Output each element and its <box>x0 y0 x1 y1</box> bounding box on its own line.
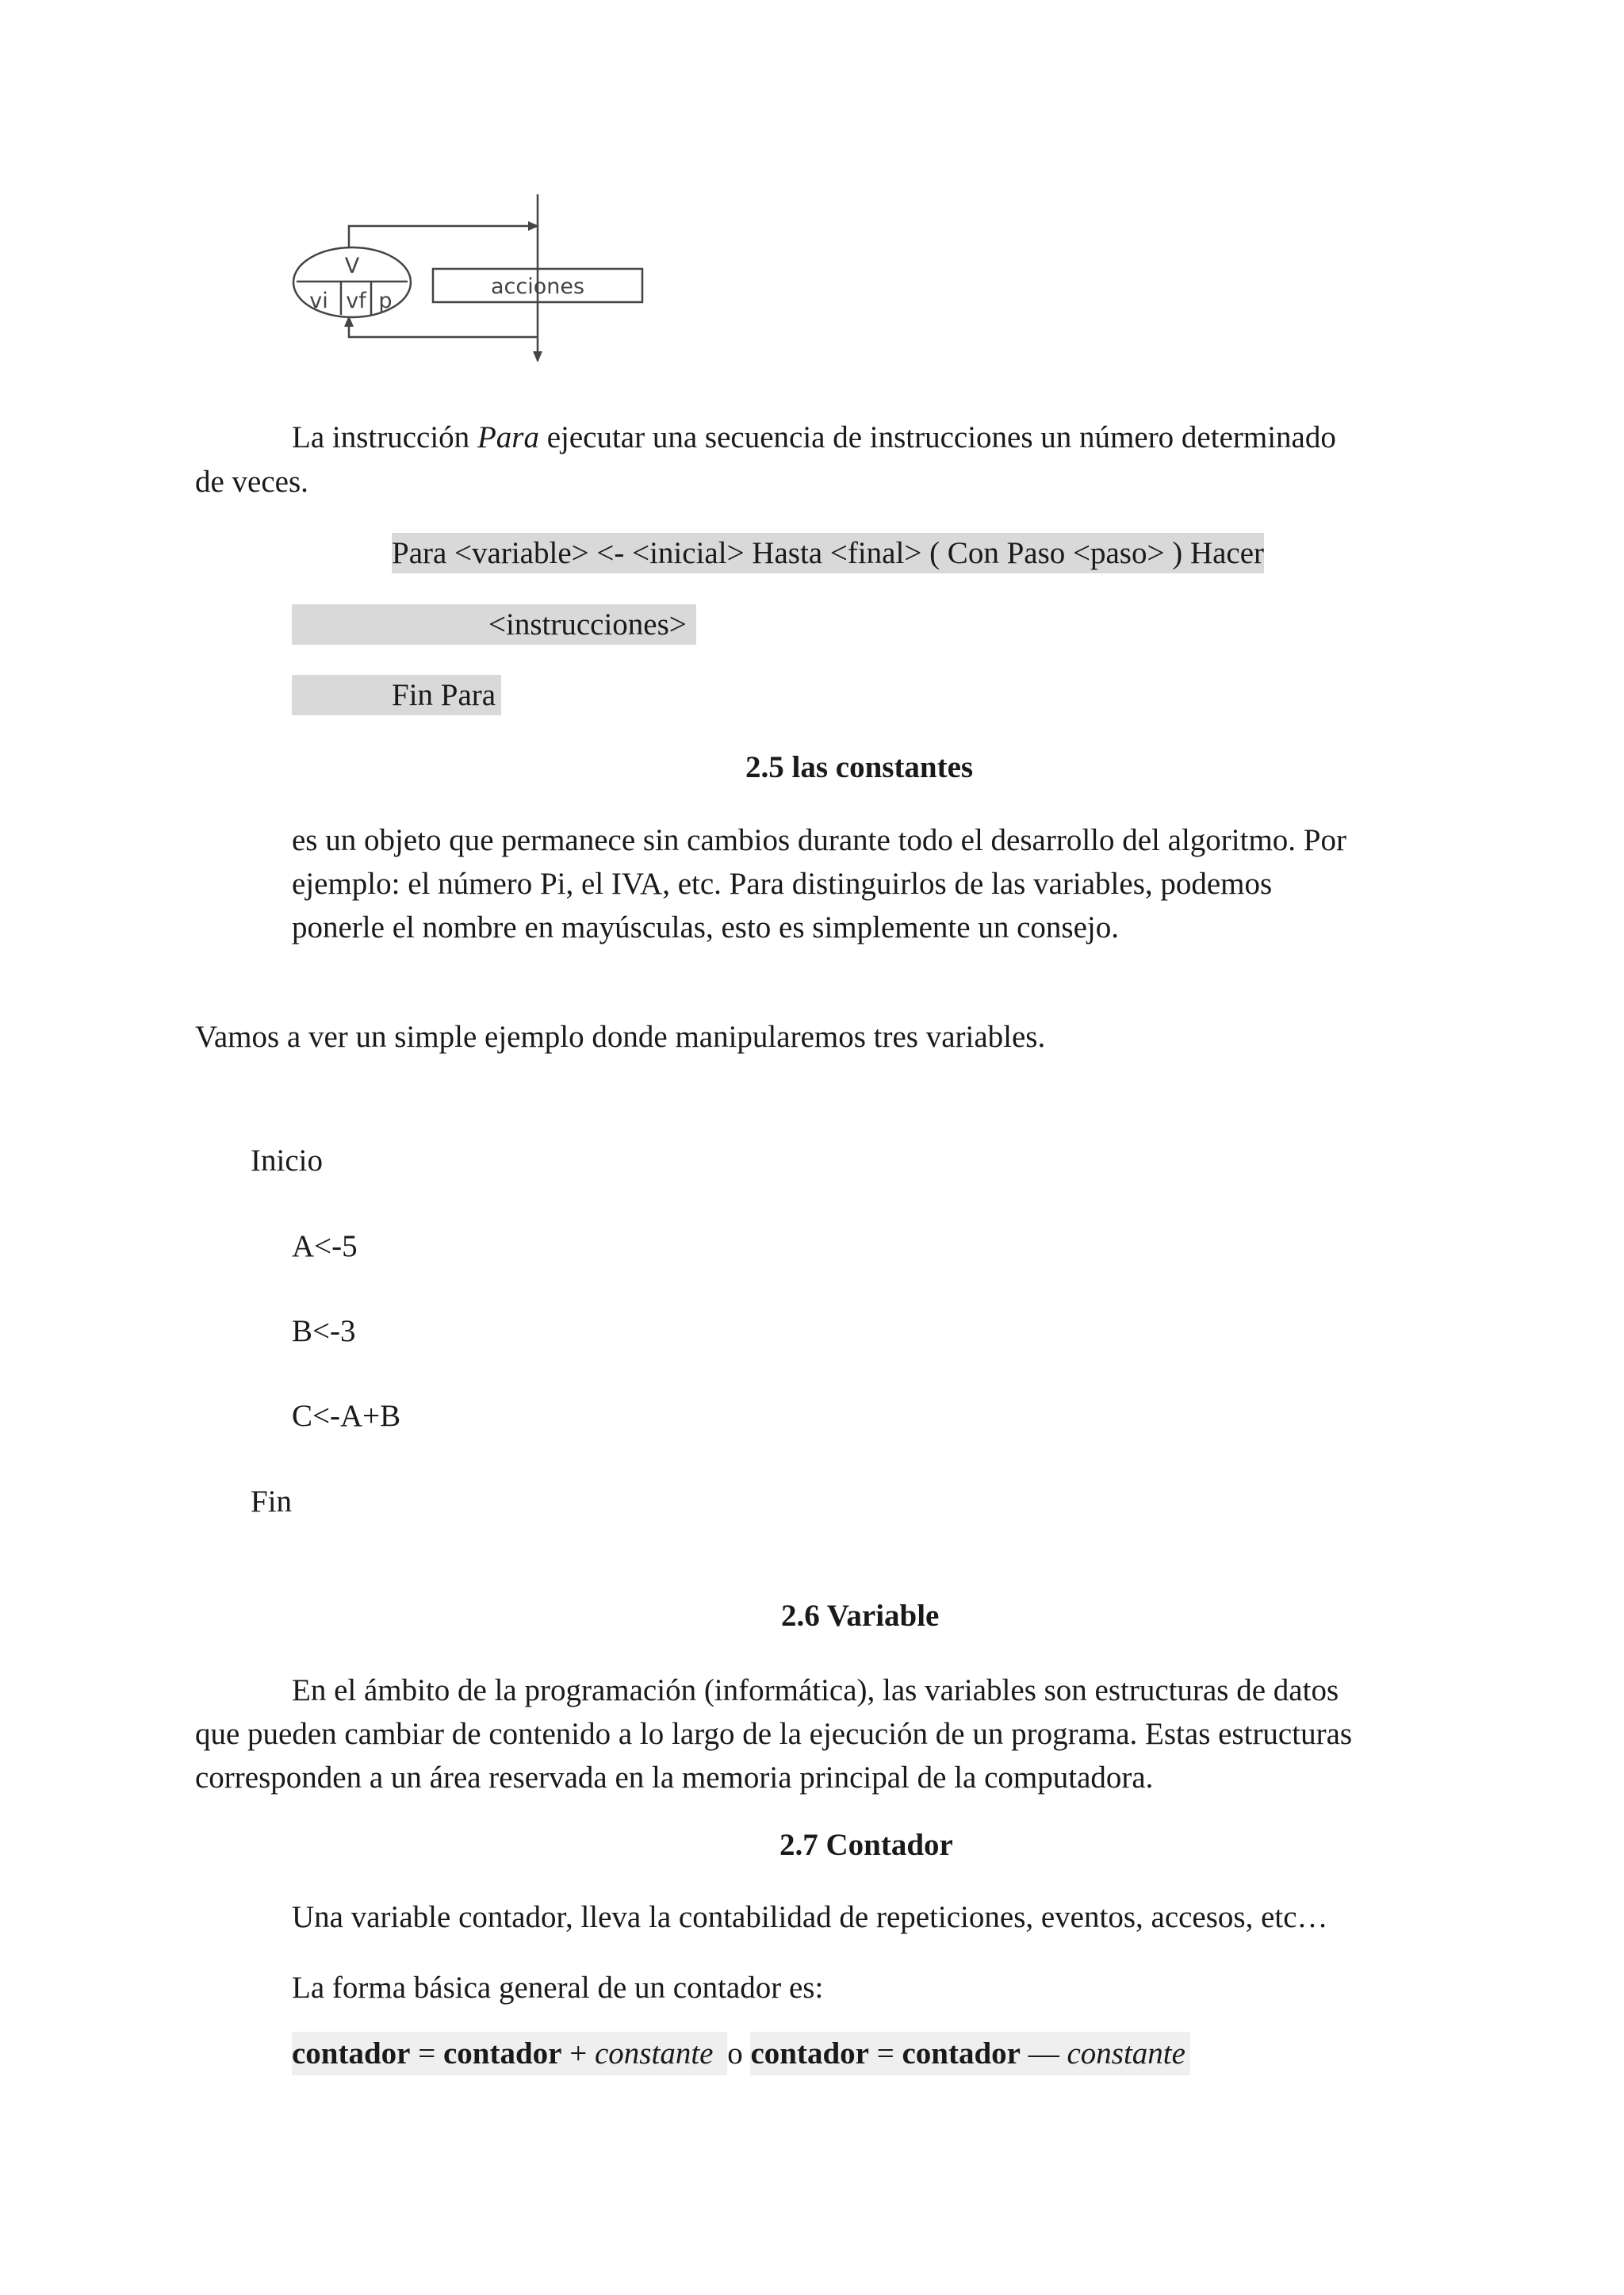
formula-left-var: contador <box>292 2036 411 2071</box>
code-line-3: C<-A+B <box>292 1399 401 1433</box>
ellipse-label-vi: vi <box>309 289 328 313</box>
formula-increment <box>292 2032 727 2075</box>
code-end: Fin <box>251 1485 293 1519</box>
section-2-5-heading: 2.5 las constantes <box>745 750 974 784</box>
section-2-6-line-2: que pueden cambiar de contenido a lo largo de la ejecución de un programa. Estas estructuras <box>195 1717 1353 1751</box>
acciones-box-label: acciones <box>490 274 585 299</box>
section-2-7-line-1: Una variable contador, lleva la contabilidad de repeticiones, eventos, accesos, etc… <box>292 1900 1328 1934</box>
section-2-6-line-3: corresponden a un área reservada en la memoria principal de la computadora. <box>195 1761 1154 1795</box>
para-syntax-line-2: <instrucciones> <box>488 607 687 642</box>
para-syntax-line-3-row <box>292 675 501 715</box>
para-syntax-line-1: Para <variable> <- <inicial> Hasta <final> ( Con Paso <paso> ) Hacer <box>392 533 1264 573</box>
para-syntax-line-3: Fin Para <box>392 678 496 712</box>
formula-right-eq: = <box>876 2036 894 2071</box>
ellipse-label-vf: vf <box>346 289 366 313</box>
code-line-1: A<-5 <box>292 1229 358 1263</box>
formula-conjunction: o <box>727 2036 743 2071</box>
para-intro-keyword: Para <box>477 420 539 454</box>
section-2-7-heading: 2.7 Contador <box>779 1828 953 1862</box>
section-2-5-line-1: es un objeto que permanece sin cambios durante todo el desarrollo del algoritmo. Por <box>292 823 1346 857</box>
para-intro-after: ejecutar una secuencia de instrucciones un número determinado <box>546 420 1336 454</box>
counter-formula <box>292 2038 1190 2069</box>
para-syntax-line-2-row <box>292 604 696 645</box>
formula-right-var-2: contador <box>902 2036 1021 2071</box>
ellipse-top-label: V <box>344 254 360 278</box>
para-loop-diagram <box>285 190 650 373</box>
formula-left-eq: = <box>418 2036 436 2071</box>
para-intro-line-1 <box>292 422 1336 453</box>
formula-right-var: contador <box>750 2036 869 2071</box>
formula-left-const: constante <box>595 2036 714 2071</box>
formula-left-op: + <box>569 2036 588 2071</box>
formula-right-const: constante <box>1067 2036 1185 2071</box>
ellipse-label-p: p <box>378 289 393 313</box>
section-2-7-line-2: La forma básica general de un contador es: <box>292 1971 824 2005</box>
para-intro-line-2: de veces. <box>195 465 308 499</box>
section-2-5-line-3: ponerle el nombre en mayúsculas, esto es simplemente un consejo. <box>292 910 1119 944</box>
section-2-5-line-2: ejemplo: el número Pi, el IVA, etc. Para distinguirlos de las variables, podemos <box>292 867 1273 901</box>
formula-decrement <box>750 2032 1189 2075</box>
formula-right-op: — <box>1028 2036 1059 2071</box>
section-2-6-heading: 2.6 Variable <box>781 1599 940 1633</box>
example-intro: Vamos a ver un simple ejemplo donde manipularemos tres variables. <box>195 1020 1046 1054</box>
formula-left-var-2: contador <box>443 2036 562 2071</box>
section-2-6-line-1: En el ámbito de la programación (informática), las variables son estructuras de datos <box>292 1673 1339 1707</box>
para-intro-before: La instrucción <box>292 420 470 454</box>
code-start: Inicio <box>251 1144 323 1178</box>
code-line-2: B<-3 <box>292 1314 356 1348</box>
